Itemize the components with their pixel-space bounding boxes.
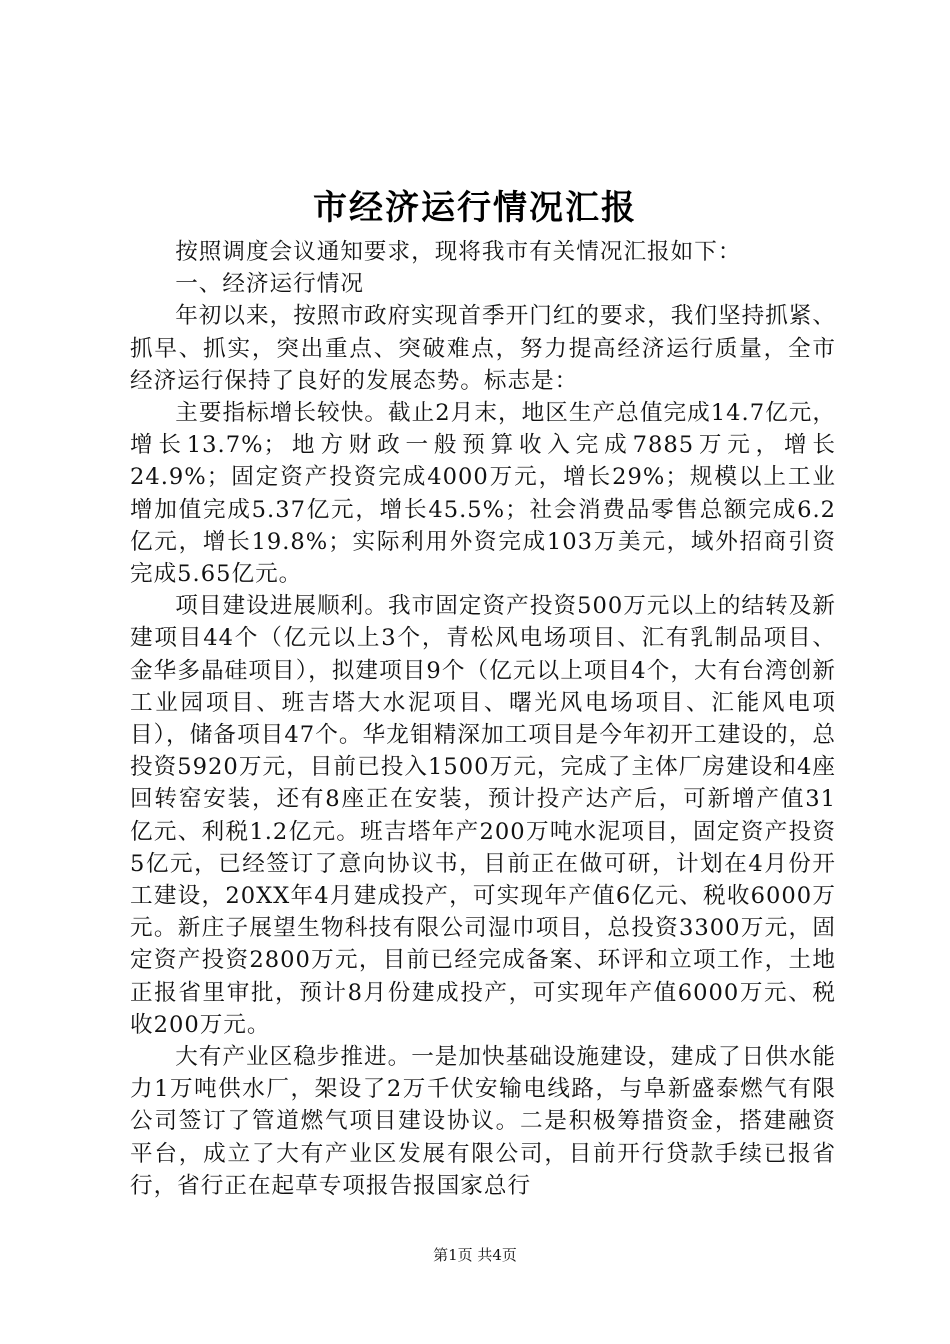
section-heading: 一、经济运行情况 [175,271,364,298]
document-title: 市经济运行情况汇报 [313,188,637,228]
paragraph: 大有产业区稳步推进。一是加快基础设施建设，建成了日供水能力1万吨供水厂，架设了2万千伏安输电线路，与阜新盛泰燃气有限公司签订了管道燃气项目建设协议。二是积极筹措资金，搭建融资平台，成立了大有产业区发展有限公司，目前开行贷款手续已报省行，省行正在起草专项报告报国家总行 [130,1044,836,1199]
paragraph: 按照调度会议通知要求，现将我市有关情况汇报如下： [175,239,742,265]
document-body [130,236,836,1202]
paragraph: 主要指标增长较快。截止2月末，地区生产总值完成14.7亿元，增长13.7%；地方财政一般预算收入完成7885万元，增长24.9%；固定资产投资完成4000万元，增长29%；规模以上工业增加值完成5.37亿元，增长45.5%；社会消费品零售总额完成6.2亿元，增长19.8%；实际利用外资完成103万美元，域外招商引资完成5.65亿元。 [130,400,836,588]
page-footer: 第1页 共4页 [433,1246,517,1264]
paragraph: 项目建设进展顺利。我市固定资产投资500万元以上的结转及新建项目44个（亿元以上3个，青松风电场项目、汇有乳制品项目、金华多晶硅项目），拟建项目9个（亿元以上项目4个，大有台湾创新工业园项目、班吉塔大水泥项目、曙光风电场项目、汇能风电项目），储备项目47个。华龙钼精深加工项目是今年初开工建设的，总投资5920万元，目前已投入1500万元，完成了主体厂房建设和4座回转窑安装，还有8座正在安装，预计投产达产后，可新增产值31亿元、利税1.2亿元。班吉塔年产200万吨水泥项目，固定资产投资5亿元，已经签订了意向协议书，目前正在做可研，计划在4月份开工建设，20XX年4月建成投产，可实现年产值6亿元、税收6000万元。新庄子展望生物科技有限公司湿巾项目，总投资3300万元，固定资产投资2800万元，目前已经完成备案、环评和立项工作，土地正报省里审批，预计8月份建成投产，可实现年产值6000万元、税收200万元。 [130,593,836,1038]
paragraph: 年初以来，按照市政府实现首季开门红的要求，我们坚持抓紧、抓早、抓实，突出重点、突破难点，努力提高经济运行质量，全市经济运行保持了良好的发展态势。标志是： [130,303,836,394]
